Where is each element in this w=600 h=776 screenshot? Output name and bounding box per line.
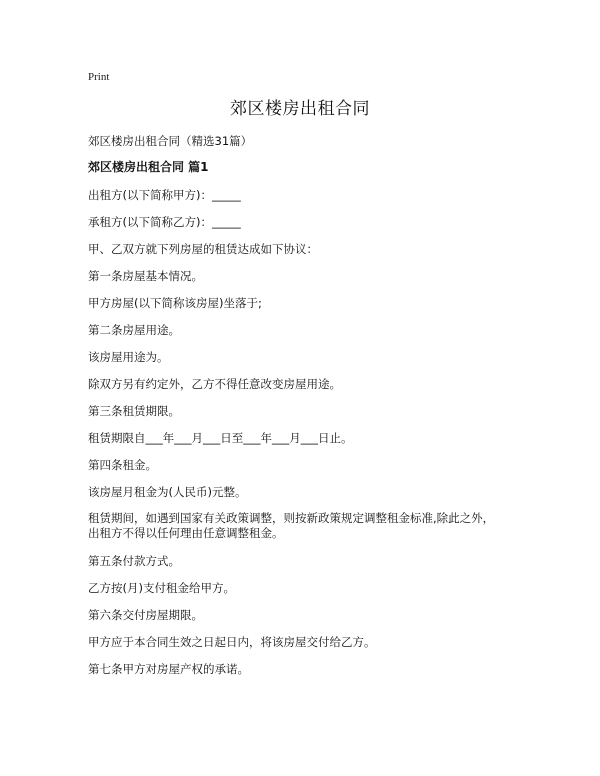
paragraph: 乙方按(月)支付租金给甲方。 — [88, 581, 235, 595]
paragraph: 租赁期限自___年___月___日至___年___月___日止。 — [88, 431, 353, 445]
document-title: 郊区楼房出租合同 — [230, 99, 370, 119]
paragraph: 甲方房屋(以下简称该房屋)坐落于; — [88, 296, 262, 310]
paragraph: 第六条交付房屋期限。 — [88, 608, 203, 622]
paragraph: 该房屋用途为。 — [88, 350, 169, 364]
document-subtitle: 郊区楼房出租合同（精选31篇） — [88, 134, 253, 148]
paragraph: 第二条房屋用途。 — [88, 323, 180, 337]
paragraph: 除双方另有约定外，乙方不得任意改变房屋用途。 — [88, 377, 341, 391]
paragraph: 该房屋月租金为(人民币)元整。 — [88, 485, 247, 499]
print-label: Print — [88, 71, 110, 83]
paragraph: 第一条房屋基本情况。 — [88, 269, 203, 283]
paragraph: 第七条甲方对房屋产权的承诺。 — [88, 662, 249, 676]
paragraph: 租赁期间，如遇到国家有关政策调整，则按新政策规定调整租金标准,除此之外， 出租方不得以任何理由任意调整租金。 — [88, 511, 495, 540]
paragraph: 承租方(以下简称乙方)：_____ — [88, 215, 241, 229]
paragraph: 甲、乙双方就下列房屋的租赁达成如下协议： — [88, 242, 318, 256]
paragraph: 第三条租赁期限。 — [88, 404, 180, 418]
paragraph: 第五条付款方式。 — [88, 554, 180, 568]
section-heading: 郊区楼房出租合同 篇1 — [88, 160, 209, 174]
paragraph: 出租方(以下简称甲方)：_____ — [88, 188, 241, 202]
paragraph: 甲方应于本合同生效之日起日内，将该房屋交付给乙方。 — [88, 635, 376, 649]
paragraph: 第四条租金。 — [88, 458, 157, 472]
